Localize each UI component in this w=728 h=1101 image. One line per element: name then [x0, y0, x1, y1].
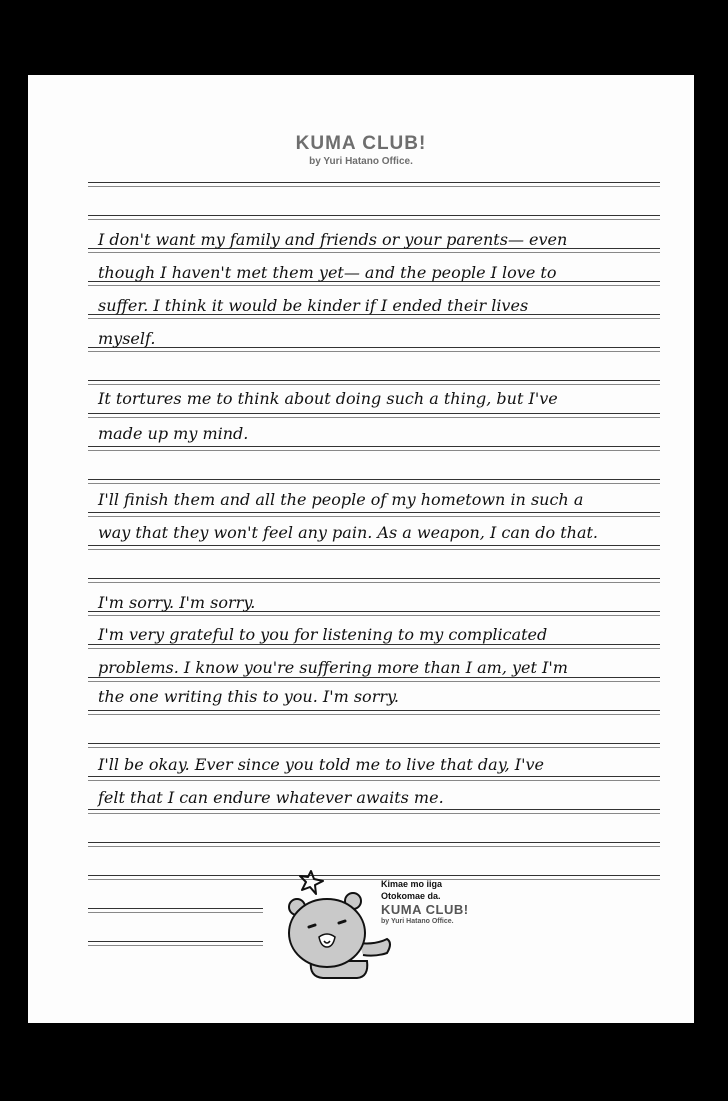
logo-tagline-1: Kimae mo iiga — [381, 879, 443, 889]
logo-text — [381, 878, 511, 926]
letter-line: suffer. I think it would be kinder if I ended their lives — [98, 296, 529, 315]
letter-line: I'm very grateful to you for listening to my complicated — [98, 625, 548, 644]
brand-title: KUMA CLUB! — [295, 133, 427, 154]
letter-line: way that they won't feel any pain. As a weapon, I can do that. — [98, 523, 599, 542]
logo-tagline-2: Otokomae da. — [381, 891, 441, 901]
letter-line: It tortures me to think about doing such a thing, but I've — [98, 389, 558, 408]
letter-line: made up my mind. — [98, 424, 249, 443]
letter-line: the one writing this to you. I'm sorry. — [98, 687, 399, 706]
letter-line: I'll be okay. Ever since you told me to live that day, I've — [98, 755, 545, 774]
letter-line: myself. — [98, 329, 156, 348]
kuma-club-logo — [283, 865, 503, 985]
logo-subtitle: by Yuri Hatano Office. — [381, 918, 454, 925]
letter-line: problems. I know you're suffering more than I am, yet I'm — [98, 658, 568, 677]
letter-line: I'm sorry. I'm sorry. — [98, 593, 256, 612]
logo-title: KUMA CLUB! — [381, 902, 469, 917]
letter-line: I don't want my family and friends or your parents— even — [98, 230, 568, 249]
letter-page — [28, 75, 694, 1023]
brand-subtitle: by Yuri Hatano Office. — [309, 156, 413, 167]
letter-line: though I haven't met them yet— and the people I love to — [98, 263, 557, 282]
letter-line: felt that I can endure whatever awaits me. — [98, 788, 444, 807]
letter-line: I'll finish them and all the people of my hometown in such a — [98, 490, 584, 509]
